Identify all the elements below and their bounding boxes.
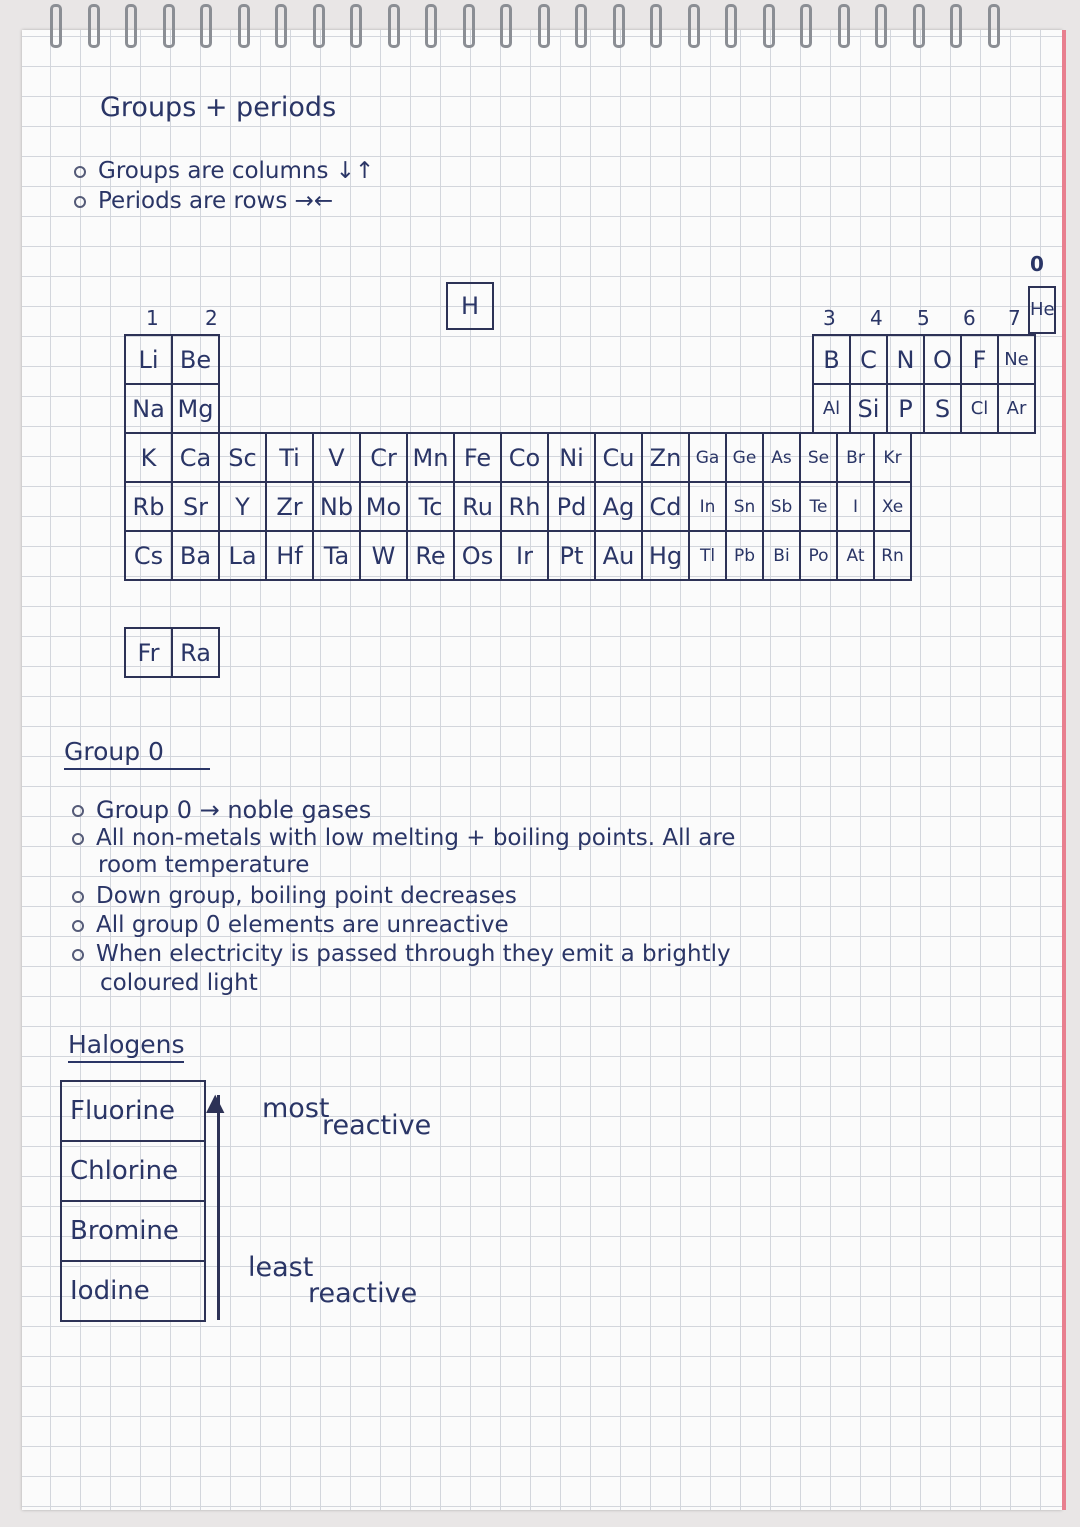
element-cell: Ge (726, 433, 763, 482)
group0-bullet-4: All group 0 elements are unreactive (72, 912, 509, 938)
element-cell: Sb (763, 482, 800, 531)
periodic-table-main-block (124, 432, 912, 581)
element-cell: Br (837, 433, 874, 482)
element-cell: Cl (961, 384, 998, 433)
hydrogen-cell: H (446, 282, 494, 330)
most-label: most (262, 1093, 330, 1124)
group-number-5: 5 (917, 306, 930, 330)
element-cell: In (689, 482, 726, 531)
element-cell: Be (172, 335, 219, 384)
bullet-dot-icon (72, 833, 84, 845)
element-cell: Si (850, 384, 887, 433)
bullet-dot-icon (72, 949, 84, 961)
element-cell: Ar (998, 384, 1035, 433)
element-cell: Ni (548, 433, 595, 482)
group0-bullet-1: Group 0 → noble gases (72, 796, 371, 824)
element-cell: Cu (595, 433, 642, 482)
bullet-dot-icon (74, 166, 86, 178)
spiral-coil (425, 4, 437, 48)
spiral-coil (575, 4, 587, 48)
element-cell: Zr (266, 482, 313, 531)
element-cell: I (837, 482, 874, 531)
spiral-coil (763, 4, 775, 48)
element-cell: Pd (548, 482, 595, 531)
element-cell: Sn (726, 482, 763, 531)
spiral-binding (50, 0, 1030, 52)
arrow-up-icon: ▲ (206, 1088, 225, 1116)
element-cell: Tc (407, 482, 454, 531)
element-cell: Te (800, 482, 837, 531)
element-cell: Li (125, 335, 172, 384)
element-cell: Y (219, 482, 266, 531)
element-cell: Nb (313, 482, 360, 531)
spiral-coil (350, 4, 362, 48)
element-cell: Xe (874, 482, 911, 531)
reactivity-arrow (217, 1095, 220, 1320)
spiral-coil (650, 4, 662, 48)
group-number-7: 7 (1008, 306, 1021, 330)
spiral-coil (538, 4, 550, 48)
spiral-coil (238, 4, 250, 48)
bullet-dot-icon (72, 920, 84, 932)
spiral-coil (88, 4, 100, 48)
element-cell: Pt (548, 531, 595, 580)
element-cell: At (837, 531, 874, 580)
helium-cell: He (1028, 286, 1056, 334)
spiral-coil (875, 4, 887, 48)
halogen-cell: Iodine (61, 1261, 205, 1321)
element-cell: Rh (501, 482, 548, 531)
spiral-coil (163, 4, 175, 48)
bullet-dot-icon (72, 891, 84, 903)
element-cell: Tl (689, 531, 726, 580)
element-cell: S (924, 384, 961, 433)
element-cell: Ne (998, 335, 1035, 384)
element-cell: Ta (313, 531, 360, 580)
element-cell: Sc (219, 433, 266, 482)
spiral-coil (988, 4, 1000, 48)
element-cell: Hg (642, 531, 689, 580)
element-cell: La (219, 531, 266, 580)
element-cell: Os (454, 531, 501, 580)
spiral-coil (463, 4, 475, 48)
element-cell: F (961, 335, 998, 384)
periodic-table-left-block (124, 334, 220, 434)
element-cell: Bi (763, 531, 800, 580)
element-cell: Na (125, 384, 172, 433)
element-cell: Se (800, 433, 837, 482)
spiral-coil (838, 4, 850, 48)
element-cell: Rn (874, 531, 911, 580)
group0-bullet-2: All non-metals with low melting + boiling points. All are (72, 825, 735, 851)
spiral-coil (613, 4, 625, 48)
spiral-coil (500, 4, 512, 48)
halogens-title: Halogens (68, 1030, 184, 1063)
halogen-cell: Fluorine (61, 1081, 205, 1141)
most-reactive-label: reactive (322, 1110, 432, 1141)
group-number-0: 0 (1030, 252, 1044, 276)
group0-title: Group 0 (64, 737, 210, 770)
intro-bullet-2: Periods are rows →← (74, 188, 333, 214)
halogen-cell: Bromine (61, 1201, 205, 1261)
group0-bullet-3: Down group, boiling point decreases (72, 883, 517, 909)
spiral-coil (800, 4, 812, 48)
element-cell: Kr (874, 433, 911, 482)
group-number-2: 2 (205, 306, 218, 330)
element-cell: Mo (360, 482, 407, 531)
page-title: Groups + periods (100, 92, 337, 123)
element-cell: W (360, 531, 407, 580)
spiral-coil (725, 4, 737, 48)
element-cell: Po (800, 531, 837, 580)
element-cell: Zn (642, 433, 689, 482)
element-cell: Al (813, 384, 850, 433)
element-cell: Mn (407, 433, 454, 482)
least-reactive-label: reactive (308, 1278, 418, 1309)
element-cell: Fr (125, 628, 172, 677)
element-cell: Pb (726, 531, 763, 580)
group0-bullet-5-cont: coloured light (100, 970, 258, 996)
element-cell: Hf (266, 531, 313, 580)
element-cell: B (813, 335, 850, 384)
periodic-table-period7 (124, 627, 220, 678)
periodic-table-right-block (812, 334, 1036, 434)
spiral-coil (50, 4, 62, 48)
element-cell: As (763, 433, 800, 482)
spiral-coil (913, 4, 925, 48)
element-cell: Ra (172, 628, 219, 677)
element-cell: K (125, 433, 172, 482)
group-number-4: 4 (870, 306, 883, 330)
element-cell: V (313, 433, 360, 482)
element-cell: Cr (360, 433, 407, 482)
element-cell: Ca (172, 433, 219, 482)
group-number-6: 6 (963, 306, 976, 330)
element-cell: Rb (125, 482, 172, 531)
bullet-dot-icon (74, 196, 86, 208)
spiral-coil (275, 4, 287, 48)
group0-bullet-2-cont: room temperature (98, 852, 310, 878)
element-cell: Cd (642, 482, 689, 531)
element-cell: Mg (172, 384, 219, 433)
element-cell: Re (407, 531, 454, 580)
element-cell: Ag (595, 482, 642, 531)
element-cell: Cs (125, 531, 172, 580)
element-cell: Au (595, 531, 642, 580)
group0-bullet-5: When electricity is passed through they emit a brightly (72, 941, 731, 967)
element-cell: Co (501, 433, 548, 482)
element-cell: Ba (172, 531, 219, 580)
element-cell: C (850, 335, 887, 384)
element-cell: O (924, 335, 961, 384)
page-edge (1062, 30, 1066, 1510)
element-cell: Sr (172, 482, 219, 531)
element-cell: Ga (689, 433, 726, 482)
element-cell: P (887, 384, 924, 433)
halogens-table (60, 1080, 206, 1322)
group-number-1: 1 (146, 306, 159, 330)
intro-bullet-1: Groups are columns ↓↑ (74, 158, 374, 184)
element-cell: Ru (454, 482, 501, 531)
spiral-coil (313, 4, 325, 48)
element-cell: N (887, 335, 924, 384)
spiral-coil (950, 4, 962, 48)
spiral-coil (125, 4, 137, 48)
halogen-cell: Chlorine (61, 1141, 205, 1201)
bullet-dot-icon (72, 805, 84, 817)
spiral-coil (388, 4, 400, 48)
element-cell: Ti (266, 433, 313, 482)
group-number-3: 3 (823, 306, 836, 330)
spiral-coil (688, 4, 700, 48)
element-cell: Ir (501, 531, 548, 580)
spiral-coil (200, 4, 212, 48)
least-label: least (248, 1252, 314, 1283)
element-cell: Fe (454, 433, 501, 482)
